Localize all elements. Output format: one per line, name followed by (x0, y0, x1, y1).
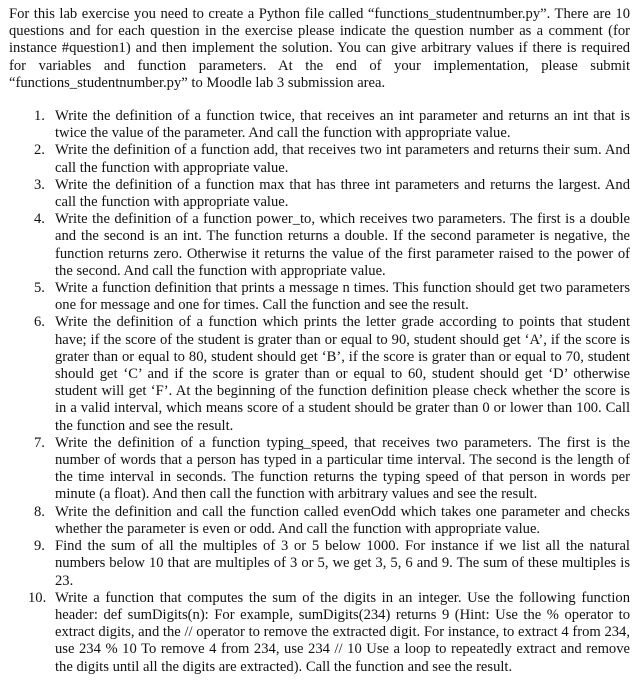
question-text: Write a function that computes the sum of the digits in an integer. Use the following function header: def sumDigits(n): For example, sumDigits(234) returns 9 (Hint: Use the % operator to extract digits, and the // operator to remove the extracted digit. For instance, to extract 4 from 234, use 234 % 10 To remove 4 from 234, use 234 // 10 Use a loop to repeatedly extract and remove the digits until all the digits are extracted). Call the function and see the result. (55, 589, 630, 675)
question-item-6 (34, 314, 630, 434)
question-text: Write the definition of a function power_to, which receives two parameters. The first is a double and the second is an int. The function returns a double. If the second parameter is negative, the function returns zero. Otherwise it returns the value of the first parameter raised to the power of the second. And call the function with appropriate value. (55, 211, 630, 279)
question-number: 8. (34, 503, 45, 520)
question-item-10 (28, 589, 630, 676)
question-number: 4. (34, 211, 45, 228)
question-item-5 (34, 280, 630, 314)
question-text: Write the definition of a function which prints the letter grade according to points that student have; if the score of the student is grater than or equal to 90, student should get ‘A’, if the score is grater than or equal to 80, student should get ‘B’, if the score is grater than or equal to 70, student should get ‘C’ and if the score is grater than or equal to 60, student should get ‘D’ otherwise student will get ‘F’. At the beginning of the function definition please check whether the score is in a valid interval, which means score of a student should be grater than 0 or lower than 100. Call the function and see the result. (55, 314, 630, 434)
question-number: 3. (34, 176, 45, 193)
question-text: Write the definition of a function max that has three int parameters and returns the largest. And call the function with appropriate value. (55, 176, 630, 211)
question-item-7 (34, 435, 630, 504)
question-item-9 (34, 538, 630, 590)
question-text: Find the sum of all the multiples of 3 or 5 below 1000. For instance if we list all the natural numbers below 10 that are multiples of 3 or 5, we get 3, 5, 6 and 9. The sum of these multiples is 23. (55, 538, 630, 589)
question-text: Write the definition and call the function called evenOdd which takes one parameter and checks whether the parameter is even or odd. And call the function with appropriate value. (55, 503, 630, 537)
question-text: Write a function definition that prints a message n times. This function should get two parameters one for message and one for times. Call the function and see the result. (55, 280, 630, 314)
question-text: Write the definition of a function twice, that receives an int parameter and returns an int that is twice the value of the parameter. And call the function with appropriate value. (55, 108, 630, 142)
question-number: 7. (34, 434, 45, 451)
questions-list (9, 108, 630, 676)
intro-paragraph: For this lab exercise you need to create a Python file called “functions_studentnumber.py”. There are 10 questions and for each question in the exercise please indicate the question number as a comment (for instance #question1) and then implement the solution. You can give arbitrary values if there is required for variables and function parameters. At the end of your implementation, please submit “functions_studentnumber.py” to Moodle lab 3 submission area. (9, 6, 630, 91)
question-number: 6. (34, 314, 45, 331)
question-item-1 (34, 108, 630, 142)
question-text: Write the definition of a function typing_speed, that receives two parameters. The first is the number of words that a person has typed in a particular time interval. The second is the length of the time interval in seconds. The function returns the typing speed of that person in words per minute (a float). And then call the function with arbitrary values and see the result. (55, 434, 630, 503)
question-number: 10. (28, 589, 47, 606)
question-item-4 (34, 211, 630, 280)
question-text: Write the definition of a function add, that receives two int parameters and returns their sum. And call the function with appropriate value. (55, 142, 630, 176)
question-number: 2. (34, 142, 45, 159)
question-item-2 (34, 142, 630, 176)
question-item-3 (34, 177, 630, 211)
question-number: 5. (34, 280, 45, 297)
question-number: 1. (34, 108, 45, 125)
question-item-8 (34, 504, 630, 538)
question-number: 9. (34, 538, 45, 555)
